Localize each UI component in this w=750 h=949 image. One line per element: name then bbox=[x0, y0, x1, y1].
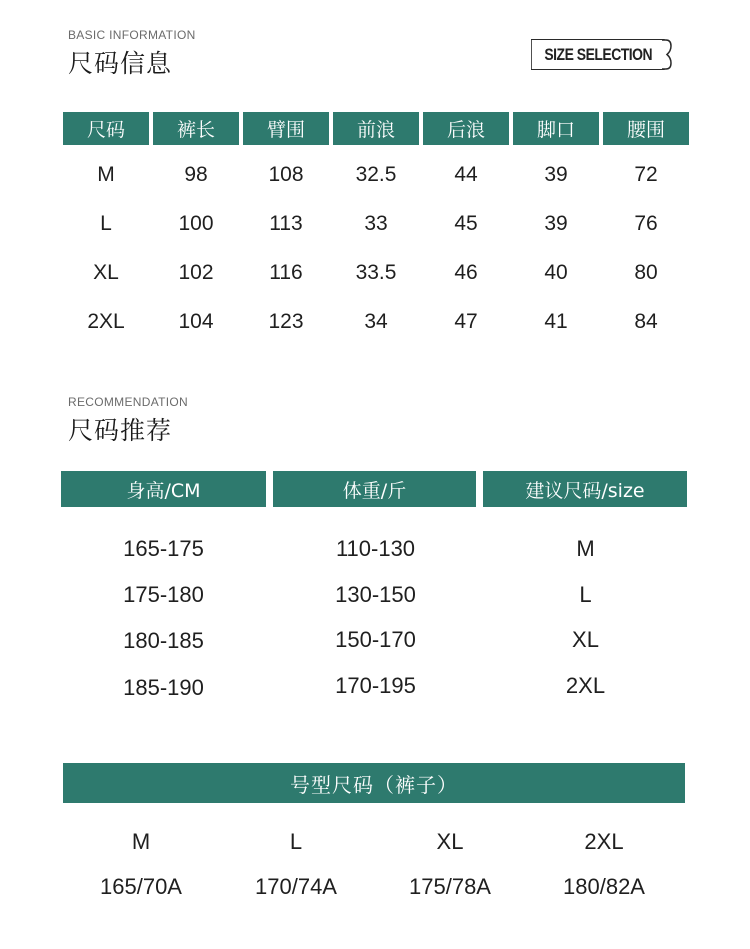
table-cell: 185-190 bbox=[123, 675, 204, 700]
table-cell: 39 bbox=[544, 212, 568, 235]
section-basic-en-title: BASIC INFORMATION bbox=[68, 28, 196, 42]
table-cell: 100 bbox=[178, 212, 214, 235]
column-header: 脚口 bbox=[513, 112, 599, 145]
table-cell: 110-130 bbox=[335, 536, 416, 561]
table-cell: 175-180 bbox=[123, 582, 204, 607]
badge-end-bracket-icon bbox=[661, 39, 673, 70]
size-selection-badge bbox=[531, 39, 665, 70]
table-cell: 102 bbox=[178, 261, 214, 284]
table-cell: L bbox=[579, 582, 592, 607]
table-row bbox=[63, 212, 689, 236]
size-label: M bbox=[131, 829, 151, 854]
table-cell: 150-170 bbox=[335, 627, 416, 652]
table-cell: 113 bbox=[269, 212, 303, 235]
table-cell: 84 bbox=[634, 310, 658, 333]
model-size-header: 号型尺码（裤子） bbox=[63, 763, 685, 803]
size-label: XL bbox=[436, 829, 464, 854]
table-row bbox=[63, 163, 689, 187]
table-cell: 39 bbox=[544, 163, 568, 186]
column-header: 尺码 bbox=[63, 112, 149, 145]
section-basic-title: 尺码信息 bbox=[68, 49, 173, 78]
table-cell: 98 bbox=[184, 163, 208, 186]
table-cell: 33 bbox=[364, 212, 388, 235]
column-header: 臂围 bbox=[243, 112, 329, 145]
table-cell: 33.5 bbox=[355, 261, 397, 284]
column-header: 体重/斤 bbox=[273, 471, 476, 507]
size-code: 175/78A bbox=[409, 874, 491, 899]
table-cell: 104 bbox=[178, 310, 214, 333]
table-cell: 32.5 bbox=[355, 163, 397, 186]
size-label: 2XL bbox=[584, 829, 624, 854]
table-cell: 180-185 bbox=[123, 628, 204, 653]
column-header: 身高/CM bbox=[61, 471, 266, 507]
table-cell: M bbox=[97, 163, 115, 186]
table-cell: 165-175 bbox=[123, 536, 204, 561]
table-cell: 123 bbox=[268, 310, 304, 333]
table-cell: L bbox=[100, 212, 112, 235]
column-header: 建议尺码/size bbox=[483, 471, 687, 507]
size-code: 170/74A bbox=[255, 874, 337, 899]
table-cell: 116 bbox=[269, 261, 303, 284]
table-cell: 44 bbox=[454, 163, 478, 186]
size-label: L bbox=[289, 829, 303, 854]
column-header: 腰围 bbox=[603, 112, 689, 145]
table-cell: 2XL bbox=[87, 310, 125, 333]
column-header: 裤长 bbox=[153, 112, 239, 145]
table-cell: M bbox=[576, 536, 595, 561]
size-code: 165/70A bbox=[100, 874, 182, 899]
table-row bbox=[63, 261, 689, 285]
table-cell: 34 bbox=[364, 310, 388, 333]
table-cell: 80 bbox=[634, 261, 658, 284]
table-cell: 130-150 bbox=[335, 582, 416, 607]
table-cell: 40 bbox=[544, 261, 568, 284]
size-selection-label: SIZE SELECTION bbox=[544, 44, 653, 64]
table-cell: 45 bbox=[454, 212, 478, 235]
table-cell: 170-195 bbox=[335, 673, 416, 698]
column-header: 前浪 bbox=[333, 112, 419, 145]
table-cell: 41 bbox=[544, 310, 568, 333]
section-recommendation-title: 尺码推荐 bbox=[68, 416, 173, 445]
table-cell: 76 bbox=[634, 212, 658, 235]
table-row bbox=[63, 310, 689, 334]
section-recommendation-en-title: RECOMMENDATION bbox=[68, 395, 188, 409]
table-cell: 72 bbox=[634, 163, 658, 186]
table-cell: XL bbox=[572, 627, 599, 652]
table-cell: XL bbox=[93, 261, 119, 284]
table-cell: 2XL bbox=[565, 673, 606, 698]
size-code: 180/82A bbox=[563, 874, 645, 899]
column-header: 后浪 bbox=[423, 112, 509, 145]
table-cell: 108 bbox=[268, 163, 304, 186]
table-cell: 47 bbox=[454, 310, 478, 333]
table-cell: 46 bbox=[454, 261, 478, 284]
size-table-header bbox=[63, 112, 689, 145]
